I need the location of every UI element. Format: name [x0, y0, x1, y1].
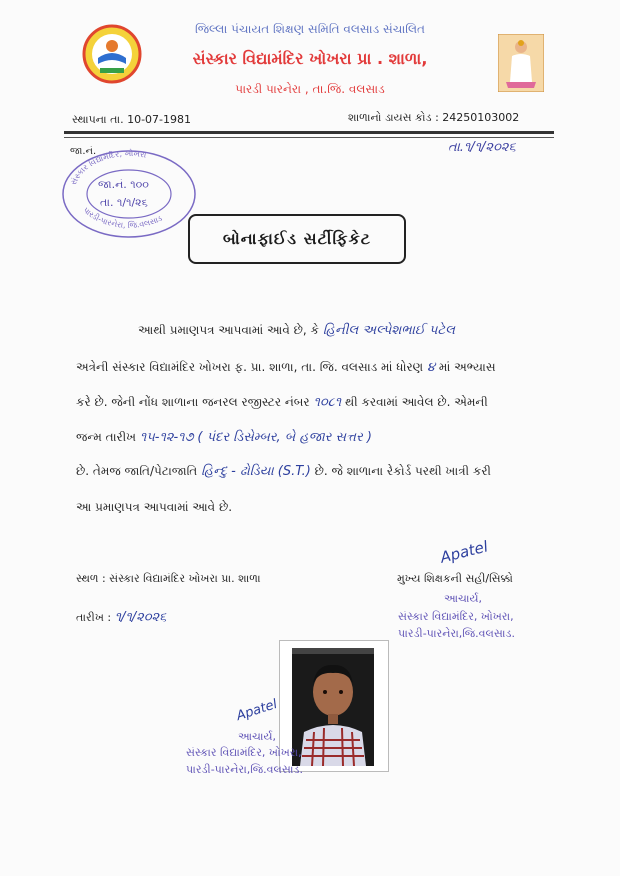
- body-line2: અત્રેની સંસ્કાર વિદ્યામંદિર ખોખરા ફ. પ્રા. શાળા, તા. જિ. વલસાડ માં ધોરણ: [76, 360, 424, 374]
- student-photo: [292, 648, 374, 766]
- seal-place: પારડી-પારનેરા,જિ.વલસાડ.: [398, 627, 515, 640]
- footer-date: ૧/૧/૨૦૨૬: [114, 610, 167, 625]
- stamp-ring-top: સંસ્કાર વિદ્યામંદિર, ખોખરા: [68, 148, 148, 187]
- header-rule-thin: [64, 137, 554, 138]
- committee-heading: જિલ્લા પંચાયત શિક્ષણ સમિતિ વલસાડ સંચાલિત: [194, 22, 425, 36]
- saraswati-image-icon: [498, 34, 544, 92]
- body-line5-end: છે. જે શાળાના રેકોર્ડ પરથી ખાત્રી કરી: [314, 464, 491, 478]
- photo-seal-role: આચાર્ય,: [238, 730, 276, 743]
- body-line3: કરે છે. જેની નોંધ શાળાના જનરલ રજીસ્ટર નંબર: [76, 395, 310, 409]
- body-line3-end: થી કરવામાં આવેલ છે. એમની: [345, 395, 488, 409]
- seal-role: આચાર્ય,: [444, 592, 482, 605]
- issue-date: તા.૧/૧/૨૦૨૬: [448, 140, 516, 155]
- photo-seal-school: સંસ્કાર વિદ્યામંદિર, ખોખરા,: [186, 746, 302, 759]
- birth-date: ૧૫-૧૨-૧૭: [139, 430, 194, 445]
- body-line1: આથી પ્રમાણપત્ર આપવામાં આવે છે, કે: [138, 323, 319, 337]
- birth-date-words: ( પંદર ડિસેમ્બર, બે હજાર સત્તર ): [197, 430, 372, 445]
- inward-stamp: [60, 148, 198, 240]
- dise-code: શાળાનો ડાયસ કોડ : 24250103002: [348, 111, 520, 124]
- certificate-title: બોનાફાઈડ સર્ટીફિકેટ: [188, 214, 406, 264]
- stamp-date: તા. ૧/૧/૨૬: [100, 196, 148, 209]
- date-label: તારીખ :: [76, 611, 112, 624]
- jn-label: જા.નં.: [70, 146, 97, 157]
- school-logo-icon: [82, 24, 142, 84]
- body-line2-end: માં અભ્યાસ: [438, 360, 496, 374]
- body-line4: જન્મ તારીખ: [76, 430, 137, 444]
- place-line: સ્થળ : સંસ્કાર વિદ્યામંદિર ખોખરા પ્રા. શાળા: [76, 572, 261, 585]
- stamp-ring-bottom: પારડી-પારનેરા, જિ.વલસાડ: [81, 205, 164, 230]
- standard-value: ૪: [426, 360, 436, 375]
- stamp-number: જા.નં. ૧૦૦: [98, 178, 149, 191]
- register-number: ૧૦૮૧: [313, 395, 342, 410]
- principal-signature: Apatel: [438, 537, 490, 567]
- photo-seal-place: પારડી-પારનેરા,જિ.વલસાડ.: [186, 763, 303, 776]
- signer-label: મુખ્ય શિક્ષકની સહી/સિક્કો: [397, 572, 513, 585]
- student-name: હિનીલ અલ્પેશભાઈ પટેલ: [322, 323, 455, 338]
- seal-school: સંસ્કાર વિદ્યામંદિર, ખોખરા,: [398, 610, 514, 623]
- body-line5: છે. તેમજ જાતિ/પેટાજાતિ: [76, 464, 198, 478]
- photo-signature: Apatel: [234, 696, 280, 725]
- body-line6: આ પ્રમાણપત્ર આપવામાં આવે છે.: [76, 500, 233, 514]
- caste-value: હિન્દુ - ઢોડિયા (S.T.): [201, 464, 311, 479]
- header-rule-thick: [64, 131, 554, 134]
- established-date: સ્થાપના તા. 10-07-1981: [72, 113, 192, 126]
- school-name: સંસ્કાર વિદ્યામંદિર ખોખરા પ્રા . શાળા,: [192, 49, 428, 68]
- school-address: પારડી પારનેરા , તા.જિ. વલસાડ: [235, 82, 385, 96]
